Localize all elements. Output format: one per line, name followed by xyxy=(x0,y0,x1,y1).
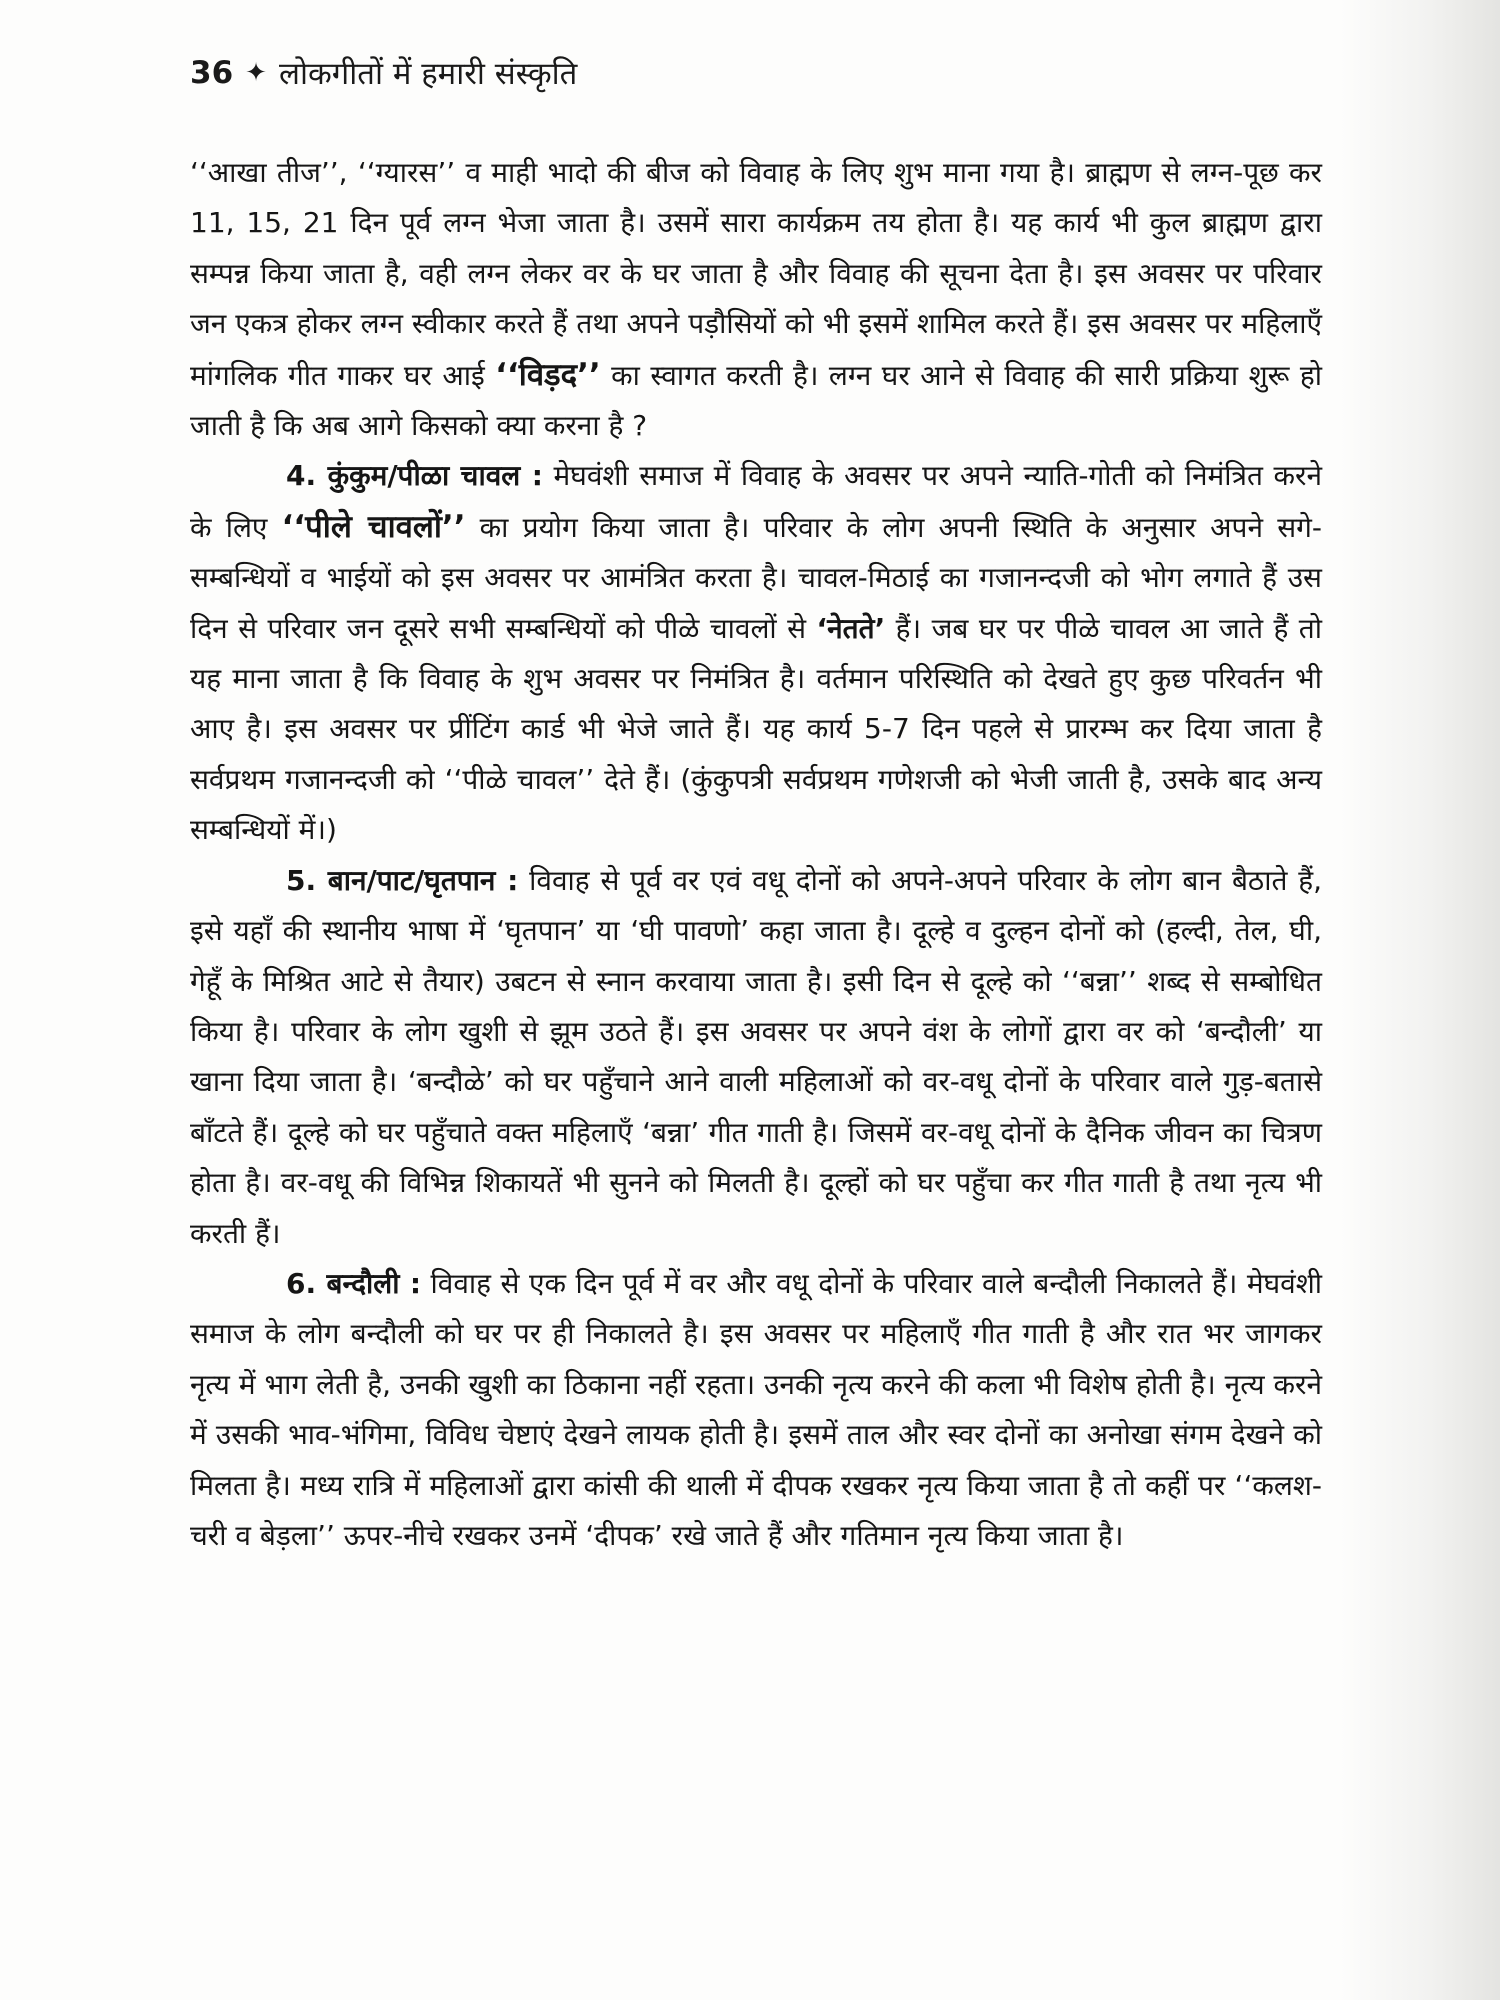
book-title: लोकगीतों में हमारी संस्कृति xyxy=(278,56,578,92)
text-run: हैं। जब घर पर पीळे चावल आ जाते हैं तो यह माना जाता है कि विवाह के शुभ अवसर पर निमंत्रित है। वर्तमान परिस्थिति को देखते हुए कुछ परिवर्तन भी आए है। इस अवसर पर प्रींटिंग कार्ड भी भेजे जाते हैं। यह कार्य 5-7 दिन पहले से प्रारम्भ कर दिया जाता है सर्वप्रथम गजानन्दजी को ‘‘पीळे चावल’’ देते हैं। (कुंकुपत्री सर्वप्रथम गणेशजी को भेजी जाती है, उसके बाद अन्य सम्बन्धियों में।) xyxy=(190,611,1322,847)
text-run: का प्रयोग किया जाता है। परिवार के लोग अपनी स्थिति के अनुसार अपने सगे-सम्बन्धियों व भाईयों को इस अवसर पर आमंत्रित करता है। चावल-मिठाई का गजानन्दजी को भोग लगाते हैं उस दिन से परिवार जन दूसरे सभी सम्बन्धियों को पीळे चावलों से xyxy=(190,510,1322,645)
bold-term: 5. बान/पाट/घृतपान : xyxy=(286,863,519,897)
bold-term: ‘‘विड़द’’ xyxy=(495,356,601,393)
text-run: का स्वागत करती है। लग्न घर आने से विवाह की सारी प्रक्रिया शुरू हो जाती है कि अब आगे किसको क्या करना है ? xyxy=(190,358,1322,443)
text-run: मेघवंशी समाज में विवाह के अवसर पर अपने न्याति-गोती को निमंत्रित करने के लिए xyxy=(190,459,1323,544)
bold-term: 6. बन्दौली : xyxy=(286,1266,422,1300)
paragraph-kunkum-peela-chawal xyxy=(190,451,1322,855)
text-run: विवाह से पूर्व वर एवं वधू दोनों को अपने-अपने परिवार के लोग बान बैठाते हैं, इसे यहाँ की स्थानीय भाषा में ‘घृतपान’ या ‘घी पावणो’ कहा जाता है। दूल्हे व दुल्हन दोनों को (हल्दी, तेल, घी, गेहूँ के मिश्रित आटे से तैयार) उबटन से स्नान करवाया जाता है। इसी दिन से दूल्हे को ‘‘बन्ना’’ शब्द से सम्बोधित किया है। परिवार के लोग खुशी से झूम उठते हैं। इस अवसर पर अपने वंश के लोगों द्वारा वर को ‘बन्दौली’ या खाना दिया जाता है। ‘बन्दौळे’ को घर पहुँचाने आने वाली महिलाओं को वर-वधू दोनों के परिवार वाले गुड़-बतासे बाँटते हैं। दूल्हे को घर पहुँचाते वक्त महिलाएँ ‘बन्ना’ गीत गाती है। जिसमें वर-वधू दोनों के दैनिक जीवन का चित्रण होता है। वर-वधू की विभिन्न शिकायतें भी सुनने को मिलती है। दूल्हों को घर पहुँचा कर गीत गाती है तथा नृत्य भी करती हैं। xyxy=(190,863,1322,1250)
bold-term: 4. कुंकुम/पीळा चावल : xyxy=(286,459,543,493)
text-run: विवाह से एक दिन पूर्व में वर और वधू दोनों के परिवार वाले बन्दौली निकालते हैं। मेघवंशी समाज के लोग बन्दौली को घर पर ही निकालते है। इस अवसर पर महिलाएँ गीत गाती है और रात भर जागकर नृत्य में भाग लेती है, उनकी खुशी का ठिकाना नहीं रहता। उनकी नृत्य करने की कला भी विशेष होती है। नृत्य करने में उसकी भाव-भंगिमा, विविध चेष्टाएं देखने लायक होती है। इसमें ताल और स्वर दोनों का अनोखा संगम देखने को मिलता है। मध्य रात्रि में महिलाओं द्वारा कांसी की थाली में दीपक रखकर नृत्य किया जाता है तो कहीं पर ‘‘कलश-चरी व बेड़ला’’ ऊपर-नीचे रखकर उनमें ‘दीपक’ रखे जाते हैं और गतिमान नृत्य किया जाता है। xyxy=(190,1266,1322,1552)
page-body xyxy=(190,148,1322,1561)
bold-term: ‘नेतते’ xyxy=(816,611,886,645)
running-header xyxy=(190,52,577,94)
star-separator-icon: ✦ xyxy=(245,58,267,88)
paragraph-bandauli xyxy=(190,1259,1322,1561)
scan-shadow-edge xyxy=(1340,0,1500,2000)
page-number: 36 xyxy=(190,55,234,91)
text-run: ‘‘आखा तीज’’, ‘‘ग्यारस’’ व माही भादो की बीज को विवाह के लिए शुभ माना गया है। ब्राह्मण से लग्न-पूछ कर 11, 15, 21 दिन पूर्व लग्न भेजा जाता है। उसमें सारा कार्यक्रम तय होता है। यह कार्य भी कुल ब्राह्मण द्वारा सम्पन्न किया जाता है, वही लग्न लेकर वर के घर जाता है और विवाह की सूचना देता है। इस अवसर पर परिवार जन एकत्र होकर लग्न स्वीकार करते हैं तथा अपने पड़ौसियों को भी इसमें शामिल करते हैं। इस अवसर पर महिलाएँ मांगलिक गीत गाकर घर आई xyxy=(190,156,1322,392)
paragraph-lagna xyxy=(190,148,1322,451)
bold-term: ‘‘पीले चावलों’’ xyxy=(281,508,466,545)
paragraph-baan-paat-ghritpaan xyxy=(190,856,1322,1259)
